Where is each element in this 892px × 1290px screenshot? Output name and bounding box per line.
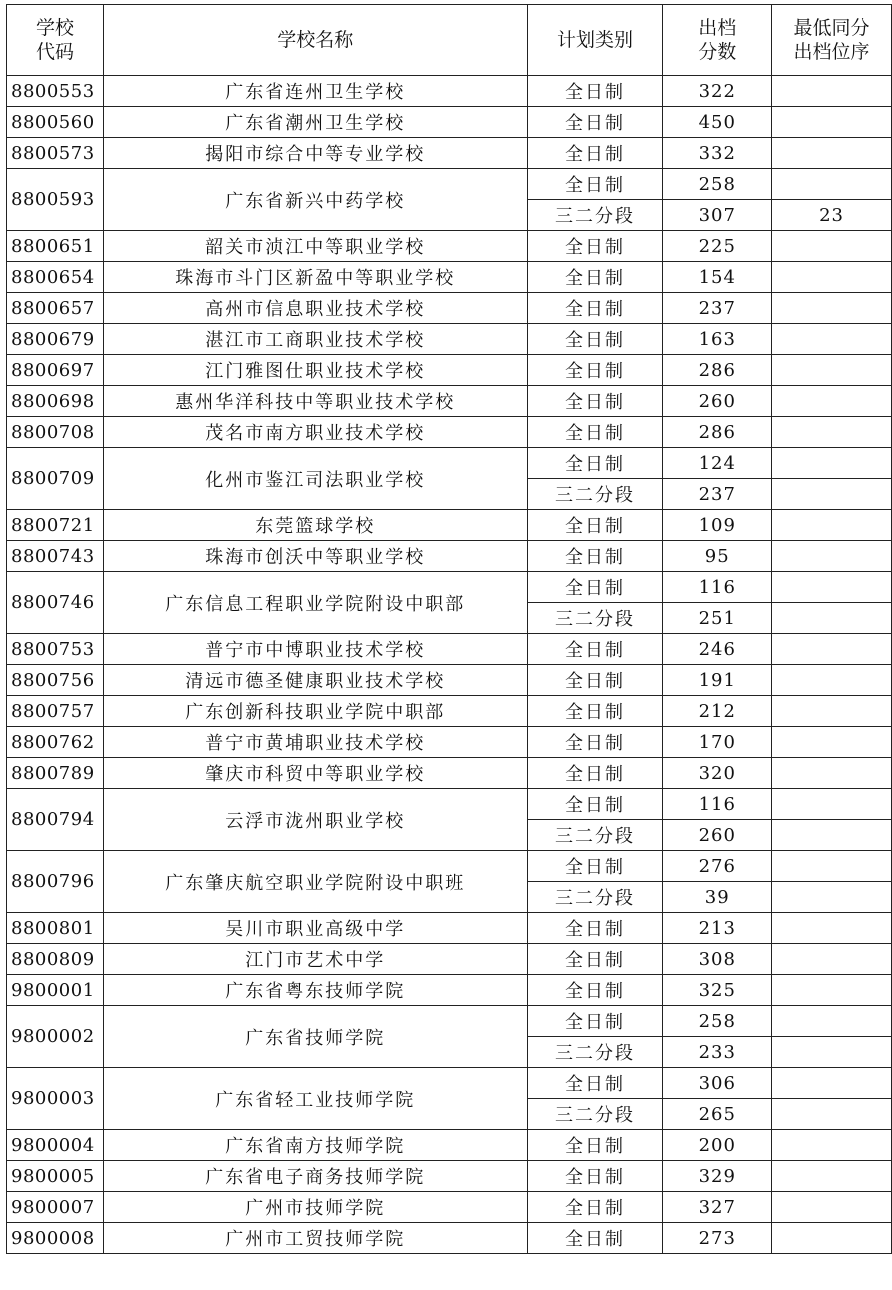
header-row [7, 5, 892, 76]
school-name-cell: 云浮市泷州职业学校 [103, 789, 527, 851]
score-cell: 260 [663, 386, 772, 417]
score-cell: 246 [663, 634, 772, 665]
score-cell: 329 [663, 1161, 772, 1192]
school-code-cell: 8800801 [7, 913, 104, 944]
plan-type-cell: 全日制 [527, 169, 663, 200]
table-row [7, 324, 892, 355]
score-cell: 327 [663, 1192, 772, 1223]
school-code-cell: 8800651 [7, 231, 104, 262]
score-cell: 233 [663, 1037, 772, 1068]
school-code-cell: 8800553 [7, 76, 104, 107]
score-cell: 450 [663, 107, 772, 138]
plan-type-cell: 全日制 [527, 448, 663, 479]
plan-type-cell: 全日制 [527, 355, 663, 386]
school-code-cell: 8800573 [7, 138, 104, 169]
school-name-cell: 湛江市工商职业技术学校 [103, 324, 527, 355]
school-name-cell: 高州市信息职业技术学校 [103, 293, 527, 324]
score-cell: 273 [663, 1223, 772, 1254]
header-school-name: 学校名称 [103, 5, 527, 76]
school-code-cell: 8800593 [7, 169, 104, 231]
plan-type-cell: 全日制 [527, 634, 663, 665]
rank-cell [772, 1130, 892, 1161]
plan-type-cell: 全日制 [527, 851, 663, 882]
score-cell: 191 [663, 665, 772, 696]
table-header [7, 5, 892, 76]
score-cell: 308 [663, 944, 772, 975]
table-row [7, 417, 892, 448]
school-name-cell: 揭阳市综合中等专业学校 [103, 138, 527, 169]
school-name-cell: 珠海市创沃中等职业学校 [103, 541, 527, 572]
rank-cell [772, 1006, 892, 1037]
table-row [7, 231, 892, 262]
school-name-cell: 韶关市浈江中等职业学校 [103, 231, 527, 262]
header-school-code: 学校 代码 [7, 5, 104, 76]
score-cell: 163 [663, 324, 772, 355]
plan-type-cell: 三二分段 [527, 1099, 663, 1130]
table-row [7, 665, 892, 696]
score-cell: 258 [663, 169, 772, 200]
plan-type-cell: 全日制 [527, 510, 663, 541]
table-row [7, 510, 892, 541]
header-score: 出档 分数 [663, 5, 772, 76]
rank-cell [772, 603, 892, 634]
table-row [7, 1130, 892, 1161]
school-name-cell: 化州市鉴江司法职业学校 [103, 448, 527, 510]
score-cell: 200 [663, 1130, 772, 1161]
rank-cell [772, 1223, 892, 1254]
school-code-cell: 9800002 [7, 1006, 104, 1068]
school-name-cell: 广东创新科技职业学院中职部 [103, 696, 527, 727]
table-row [7, 76, 892, 107]
school-code-cell: 8800708 [7, 417, 104, 448]
school-code-cell: 8800679 [7, 324, 104, 355]
table-row [7, 944, 892, 975]
table-row [7, 293, 892, 324]
plan-type-cell: 全日制 [527, 107, 663, 138]
plan-type-cell: 全日制 [527, 1161, 663, 1192]
plan-type-cell: 全日制 [527, 572, 663, 603]
admission-score-table [6, 4, 892, 1254]
score-cell: 213 [663, 913, 772, 944]
school-name-cell: 广东信息工程职业学院附设中职部 [103, 572, 527, 634]
school-name-cell: 清远市德圣健康职业技术学校 [103, 665, 527, 696]
school-code-cell: 8800762 [7, 727, 104, 758]
plan-type-cell: 全日制 [527, 386, 663, 417]
score-cell: 251 [663, 603, 772, 634]
school-code-cell: 8800746 [7, 572, 104, 634]
rank-cell [772, 262, 892, 293]
plan-type-cell: 全日制 [527, 541, 663, 572]
school-name-cell: 广东省技师学院 [103, 1006, 527, 1068]
rank-cell [772, 944, 892, 975]
plan-type-cell: 全日制 [527, 1006, 663, 1037]
plan-type-cell: 全日制 [527, 231, 663, 262]
header-plan-type: 计划类别 [527, 5, 663, 76]
score-cell: 322 [663, 76, 772, 107]
school-name-cell: 广东省粤东技师学院 [103, 975, 527, 1006]
rank-cell [772, 1161, 892, 1192]
school-name-cell: 肇庆市科贸中等职业学校 [103, 758, 527, 789]
score-cell: 237 [663, 479, 772, 510]
school-name-cell: 吴川市职业高级中学 [103, 913, 527, 944]
school-name-cell: 珠海市斗门区新盈中等职业学校 [103, 262, 527, 293]
table-row [7, 1006, 892, 1037]
school-code-cell: 8800657 [7, 293, 104, 324]
score-cell: 286 [663, 355, 772, 386]
school-code-cell: 9800004 [7, 1130, 104, 1161]
plan-type-cell: 全日制 [527, 1068, 663, 1099]
rank-cell [772, 1099, 892, 1130]
rank-cell [772, 324, 892, 355]
plan-type-cell: 三二分段 [527, 882, 663, 913]
score-cell: 320 [663, 758, 772, 789]
school-name-cell: 普宁市黄埔职业技术学校 [103, 727, 527, 758]
table-row [7, 448, 892, 479]
score-cell: 265 [663, 1099, 772, 1130]
plan-type-cell: 全日制 [527, 1223, 663, 1254]
school-name-cell: 东莞篮球学校 [103, 510, 527, 541]
table-body [7, 76, 892, 1254]
plan-type-cell: 全日制 [527, 138, 663, 169]
plan-type-cell: 全日制 [527, 758, 663, 789]
table-row [7, 851, 892, 882]
school-code-cell: 8800721 [7, 510, 104, 541]
school-code-cell: 8800698 [7, 386, 104, 417]
school-code-cell: 8800809 [7, 944, 104, 975]
school-code-cell: 8800654 [7, 262, 104, 293]
rank-cell [772, 169, 892, 200]
table-row [7, 789, 892, 820]
table-row [7, 696, 892, 727]
rank-cell [772, 1068, 892, 1099]
table-row [7, 1223, 892, 1254]
school-code-cell: 8800756 [7, 665, 104, 696]
score-cell: 109 [663, 510, 772, 541]
table-row [7, 1192, 892, 1223]
school-name-cell: 广东肇庆航空职业学院附设中职班 [103, 851, 527, 913]
rank-cell [772, 634, 892, 665]
table-row [7, 355, 892, 386]
school-code-cell: 8800709 [7, 448, 104, 510]
rank-cell [772, 231, 892, 262]
rank-cell [772, 355, 892, 386]
table-row [7, 262, 892, 293]
plan-type-cell: 三二分段 [527, 479, 663, 510]
rank-cell [772, 913, 892, 944]
table-row [7, 634, 892, 665]
table-row [7, 541, 892, 572]
school-name-cell: 广东省潮州卫生学校 [103, 107, 527, 138]
table-row [7, 975, 892, 1006]
table-row [7, 758, 892, 789]
school-name-cell: 广州市技师学院 [103, 1192, 527, 1223]
rank-cell [772, 448, 892, 479]
rank-cell [772, 138, 892, 169]
rank-cell [772, 541, 892, 572]
score-cell: 260 [663, 820, 772, 851]
school-code-cell: 9800001 [7, 975, 104, 1006]
school-code-cell: 8800757 [7, 696, 104, 727]
score-cell: 116 [663, 572, 772, 603]
school-name-cell: 广东省新兴中药学校 [103, 169, 527, 231]
school-name-cell: 江门市艺术中学 [103, 944, 527, 975]
score-cell: 95 [663, 541, 772, 572]
header-rank: 最低同分 出档位序 [772, 5, 892, 76]
school-name-cell: 江门雅图仕职业技术学校 [103, 355, 527, 386]
school-name-cell: 广州市工贸技师学院 [103, 1223, 527, 1254]
school-code-cell: 8800753 [7, 634, 104, 665]
plan-type-cell: 全日制 [527, 76, 663, 107]
table-row [7, 913, 892, 944]
score-cell: 306 [663, 1068, 772, 1099]
table-row [7, 1161, 892, 1192]
rank-cell [772, 882, 892, 913]
table-row [7, 169, 892, 200]
rank-cell [772, 572, 892, 603]
school-code-cell: 9800007 [7, 1192, 104, 1223]
rank-cell [772, 107, 892, 138]
rank-cell [772, 293, 892, 324]
rank-cell [772, 975, 892, 1006]
school-code-cell: 9800005 [7, 1161, 104, 1192]
plan-type-cell: 全日制 [527, 975, 663, 1006]
school-name-cell: 普宁市中博职业技术学校 [103, 634, 527, 665]
rank-cell [772, 789, 892, 820]
score-cell: 276 [663, 851, 772, 882]
table-row [7, 572, 892, 603]
rank-cell: 23 [772, 200, 892, 231]
rank-cell [772, 758, 892, 789]
plan-type-cell: 全日制 [527, 944, 663, 975]
rank-cell [772, 696, 892, 727]
plan-type-cell: 三二分段 [527, 1037, 663, 1068]
plan-type-cell: 全日制 [527, 696, 663, 727]
school-code-cell: 8800796 [7, 851, 104, 913]
rank-cell [772, 727, 892, 758]
rank-cell [772, 665, 892, 696]
table-row [7, 107, 892, 138]
score-cell: 154 [663, 262, 772, 293]
plan-type-cell: 全日制 [527, 293, 663, 324]
table-row [7, 727, 892, 758]
score-cell: 237 [663, 293, 772, 324]
table-row [7, 1068, 892, 1099]
score-cell: 225 [663, 231, 772, 262]
score-cell: 39 [663, 882, 772, 913]
score-cell: 332 [663, 138, 772, 169]
rank-cell [772, 820, 892, 851]
plan-type-cell: 全日制 [527, 789, 663, 820]
school-name-cell: 广东省南方技师学院 [103, 1130, 527, 1161]
plan-type-cell: 全日制 [527, 665, 663, 696]
score-cell: 116 [663, 789, 772, 820]
score-cell: 286 [663, 417, 772, 448]
plan-type-cell: 全日制 [527, 324, 663, 355]
school-name-cell: 茂名市南方职业技术学校 [103, 417, 527, 448]
rank-cell [772, 386, 892, 417]
plan-type-cell: 全日制 [527, 1130, 663, 1161]
school-name-cell: 广东省轻工业技师学院 [103, 1068, 527, 1130]
score-cell: 170 [663, 727, 772, 758]
school-name-cell: 广东省连州卫生学校 [103, 76, 527, 107]
plan-type-cell: 全日制 [527, 417, 663, 448]
school-name-cell: 广东省电子商务技师学院 [103, 1161, 527, 1192]
school-name-cell: 惠州华洋科技中等职业技术学校 [103, 386, 527, 417]
table-row [7, 138, 892, 169]
plan-type-cell: 三二分段 [527, 603, 663, 634]
score-cell: 258 [663, 1006, 772, 1037]
rank-cell [772, 76, 892, 107]
school-code-cell: 8800743 [7, 541, 104, 572]
rank-cell [772, 510, 892, 541]
school-code-cell: 8800560 [7, 107, 104, 138]
score-cell: 307 [663, 200, 772, 231]
plan-type-cell: 全日制 [527, 913, 663, 944]
plan-type-cell: 全日制 [527, 1192, 663, 1223]
rank-cell [772, 1037, 892, 1068]
table-row [7, 386, 892, 417]
plan-type-cell: 全日制 [527, 262, 663, 293]
rank-cell [772, 417, 892, 448]
school-code-cell: 9800003 [7, 1068, 104, 1130]
school-code-cell: 9800008 [7, 1223, 104, 1254]
score-cell: 325 [663, 975, 772, 1006]
school-code-cell: 8800794 [7, 789, 104, 851]
rank-cell [772, 1192, 892, 1223]
rank-cell [772, 479, 892, 510]
score-cell: 124 [663, 448, 772, 479]
score-cell: 212 [663, 696, 772, 727]
plan-type-cell: 三二分段 [527, 200, 663, 231]
plan-type-cell: 三二分段 [527, 820, 663, 851]
school-code-cell: 8800697 [7, 355, 104, 386]
school-code-cell: 8800789 [7, 758, 104, 789]
rank-cell [772, 851, 892, 882]
plan-type-cell: 全日制 [527, 727, 663, 758]
